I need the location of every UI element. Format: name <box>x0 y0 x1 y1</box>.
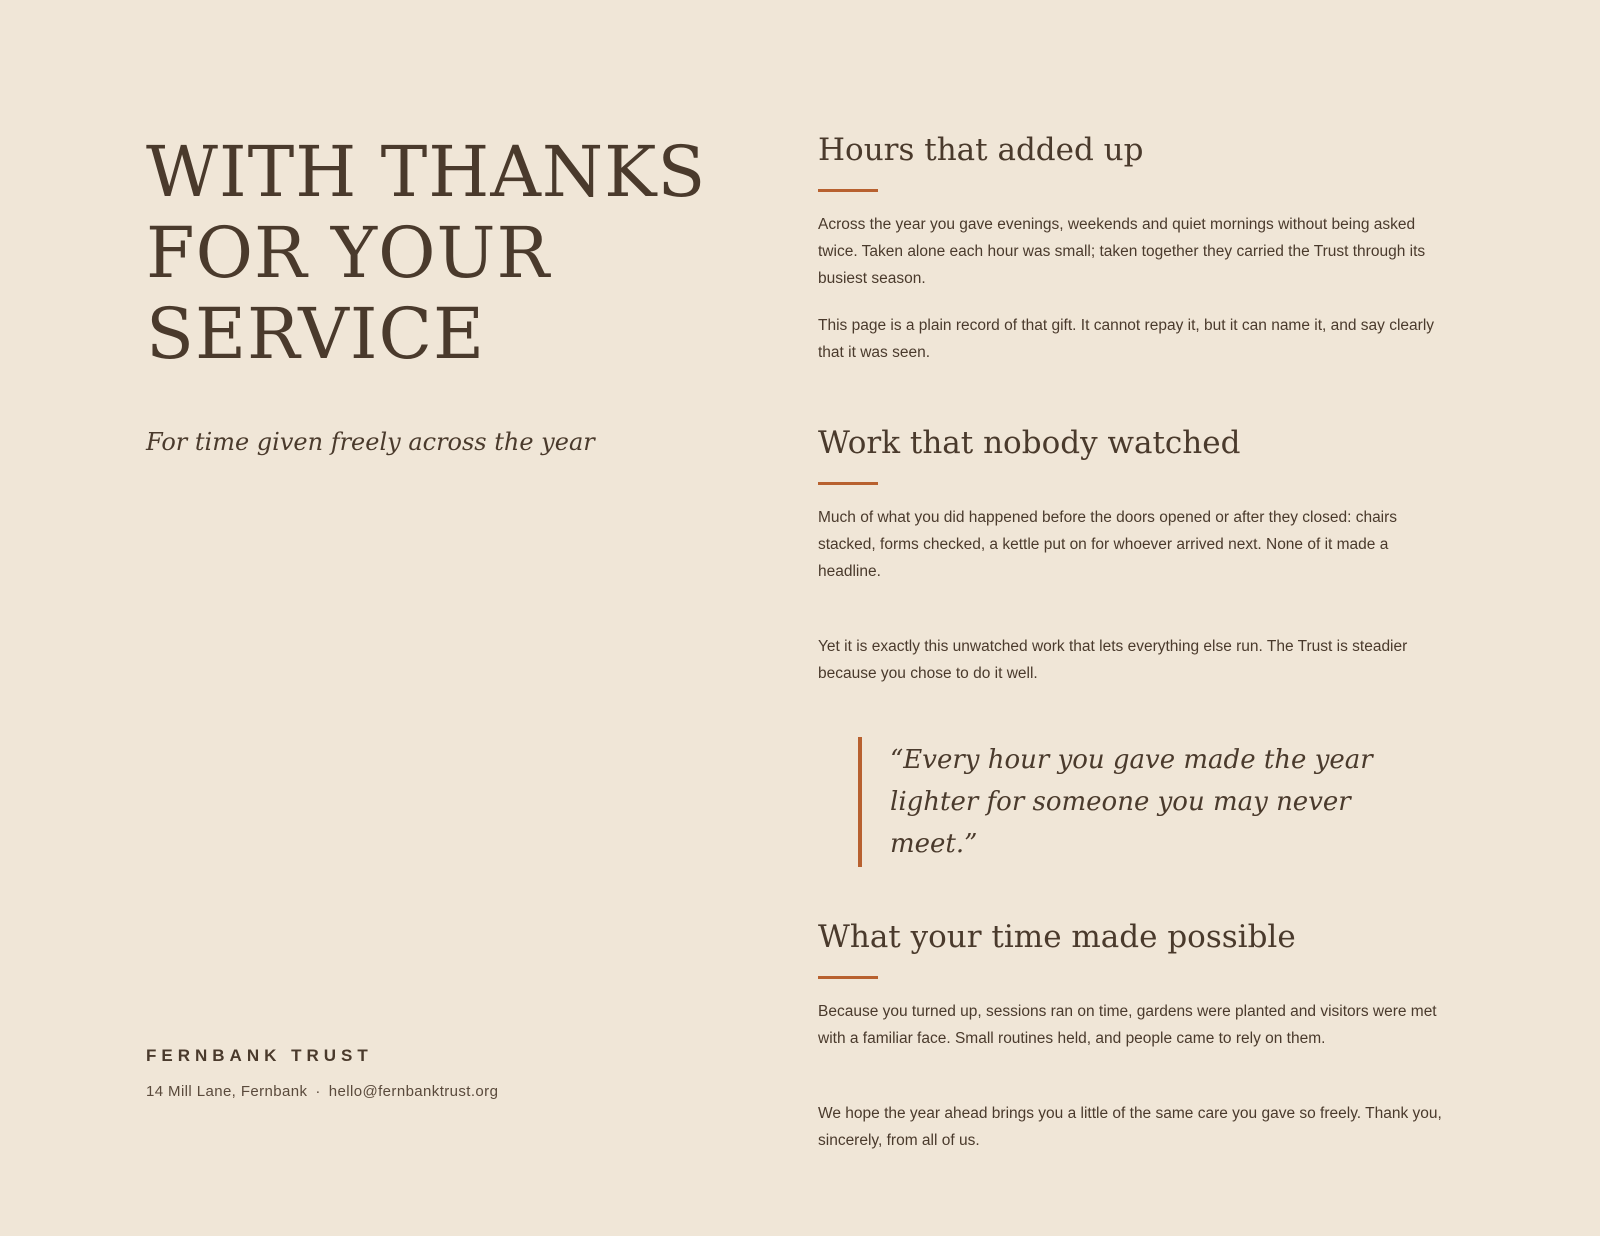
section-paragraph: Because you turned up, sessions ran on time, gardens were planted and visitors were met with a familiar face. Small routines held, and people came to rely on them. <box>818 1003 1437 1047</box>
pull-quote: “Every hour you gave made the year lighter for someone you may never meet.” <box>858 737 1414 867</box>
organization-address: 14 Mill Lane, Fernbank <box>146 1083 308 1100</box>
right-column <box>818 128 1454 1154</box>
section-paragraph: Yet it is exactly this unwatched work that lets everything else run. The Trust is steadier because you chose to do it well. <box>818 638 1408 682</box>
section-unwatched-work <box>818 421 1454 687</box>
section-paragraph: Across the year you gave evenings, weekends and quiet mornings without being asked twice. Taken alone each hour was small; taken together they carried the Trust through its busiest season. <box>818 216 1426 287</box>
subtitle: For time given freely across the year <box>146 428 595 456</box>
page-title <box>146 132 706 375</box>
accent-rule <box>818 976 878 979</box>
accent-rule <box>818 482 878 485</box>
contact-separator: · <box>315 1083 321 1100</box>
organization-contact <box>146 1083 498 1100</box>
section-paragraph: We hope the year ahead brings you a little of the same care you gave so freely. Thank you, sincerely, from all of us. <box>818 1105 1442 1149</box>
section-title: What your time made possible <box>818 919 1296 955</box>
section-paragraph: Much of what you did happened before the doors opened or after they closed: chairs stacked, forms checked, a kettle put on for whoever arrived next. None of it made a headline. <box>818 509 1398 580</box>
accent-rule <box>818 189 878 192</box>
section-title: Hours that added up <box>818 132 1144 168</box>
left-column <box>146 0 766 1236</box>
section-hours <box>818 128 1454 366</box>
organization-name: FERNBANK TRUST <box>146 1046 373 1065</box>
section-title: Work that nobody watched <box>818 425 1241 461</box>
section-paragraph: This page is a plain record of that gift. It cannot repay it, but it can name it, and say clearly that it was seen. <box>818 317 1435 361</box>
organization-email: hello@fernbanktrust.org <box>328 1083 499 1100</box>
title-line-1: WITH THANKS <box>146 131 707 213</box>
title-line-3: SERVICE <box>146 293 486 375</box>
section-made-possible <box>818 915 1454 1154</box>
title-line-2: FOR YOUR <box>146 212 551 294</box>
